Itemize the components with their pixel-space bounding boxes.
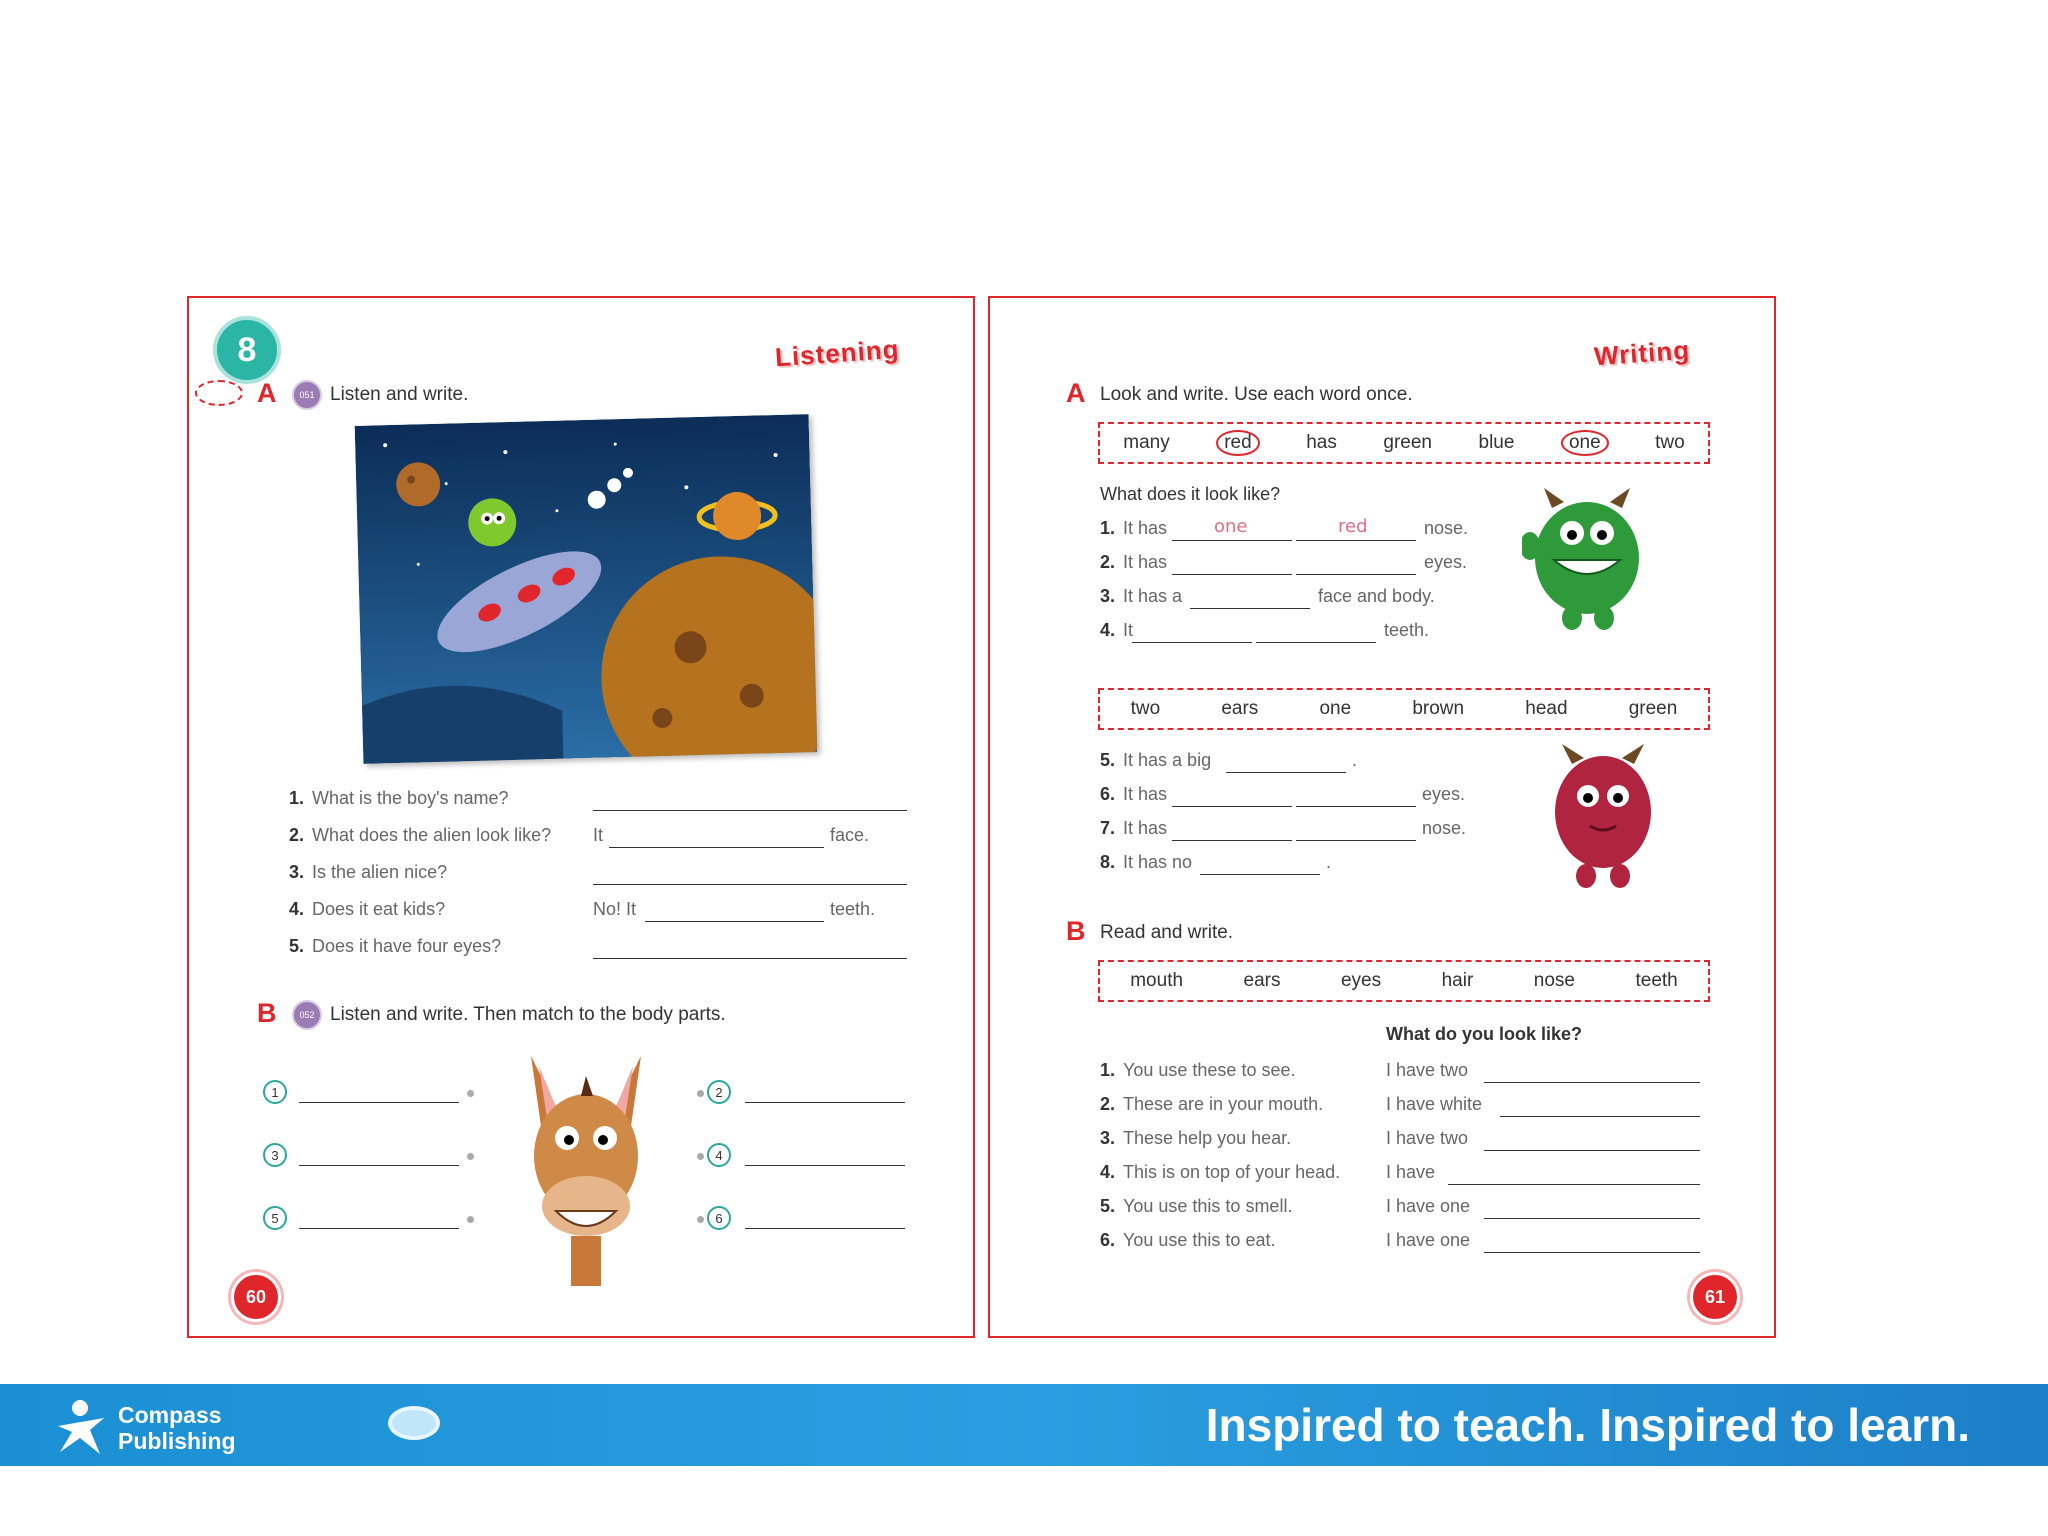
answer-line[interactable]: [1484, 1082, 1700, 1083]
item-row: [1100, 818, 1167, 839]
item-row: [1100, 552, 1167, 573]
question-number: 2.: [289, 825, 305, 845]
number-circle: 3: [263, 1143, 287, 1167]
word-bank-word[interactable]: nose: [1533, 970, 1575, 991]
number-circle: 4: [707, 1143, 731, 1167]
item-clue: These help you hear.: [1123, 1128, 1292, 1148]
section-b-letter: B: [1066, 916, 1086, 946]
compass-logo-icon: [50, 1396, 112, 1458]
question-row: [289, 788, 509, 809]
answer-line[interactable]: [1172, 540, 1292, 541]
answer-line[interactable]: [1190, 608, 1310, 609]
answer-line[interactable]: [645, 921, 824, 922]
page-number-badge: 61: [1690, 1272, 1740, 1322]
audio-track-icon[interactable]: 052: [292, 1000, 322, 1030]
skill-title: Listening: [774, 333, 901, 373]
word-bank-word[interactable]: brown: [1412, 698, 1465, 719]
answer-line[interactable]: [1172, 574, 1292, 575]
answer-prefix: It: [593, 825, 604, 845]
item-end: nose.: [1424, 518, 1469, 538]
answer-prefix: No! It: [593, 899, 637, 919]
item-row: [1100, 1094, 1323, 1115]
item-number: 6.: [1100, 784, 1116, 804]
word-bank-word[interactable]: one: [1319, 698, 1352, 719]
word-bank-word[interactable]: ears: [1243, 970, 1281, 991]
item-row: [1100, 784, 1167, 805]
item-end: .: [1352, 750, 1358, 770]
answer-line[interactable]: [593, 884, 907, 885]
answer-line[interactable]: [1172, 840, 1292, 841]
donkey-illustration: [501, 1036, 671, 1286]
match-dot[interactable]: [697, 1216, 704, 1223]
item-clue: This is on top of your head.: [1123, 1162, 1341, 1182]
question-number: 3.: [289, 862, 305, 882]
unit-badge: [213, 316, 281, 384]
item-clue: You use this to smell.: [1123, 1196, 1293, 1216]
match-dot[interactable]: [467, 1216, 474, 1223]
item-end: eyes.: [1422, 784, 1466, 804]
item-number: 3.: [1100, 586, 1116, 606]
answer-line[interactable]: [299, 1165, 459, 1166]
match-dot[interactable]: [697, 1090, 704, 1097]
answer-line[interactable]: [745, 1228, 905, 1229]
filled-answer: one: [1214, 516, 1248, 537]
answer-line[interactable]: [1484, 1252, 1700, 1253]
word-bank-word[interactable]: blue: [1478, 432, 1515, 453]
answer-suffix: teeth.: [830, 899, 876, 919]
item-number: 4.: [1100, 1162, 1116, 1182]
word-bank-word[interactable]: two: [1130, 698, 1161, 719]
word-bank-word[interactable]: red: [1216, 430, 1259, 456]
item-clue: These are in your mouth.: [1123, 1094, 1324, 1114]
item-start: I have one: [1386, 1230, 1471, 1250]
item-end: face and body.: [1318, 586, 1435, 606]
item-row: [1100, 1162, 1340, 1183]
answer-line[interactable]: [1500, 1116, 1700, 1117]
audio-track-icon[interactable]: 051: [292, 380, 322, 410]
word-bank-word[interactable]: mouth: [1130, 970, 1184, 991]
answer-line[interactable]: [299, 1102, 459, 1103]
answer-line[interactable]: [1226, 772, 1346, 773]
answer-line[interactable]: [593, 810, 907, 811]
section-b-instruction: Listen and write. Then match to the body parts.: [330, 1004, 726, 1025]
number-circle: 6: [707, 1206, 731, 1230]
word-bank-2: [1098, 688, 1710, 730]
section-b-letter: B: [257, 998, 277, 1028]
question-text: What does the alien look like?: [312, 825, 552, 845]
green-monster-illustration: [1522, 488, 1652, 638]
question-row: [289, 862, 447, 883]
item-number: 6.: [1100, 1230, 1116, 1250]
item-start: I have one: [1386, 1196, 1471, 1216]
item-row: [1100, 1196, 1292, 1217]
tagline: Inspired to teach. Inspired to learn.: [1205, 1399, 1970, 1451]
answer-line[interactable]: [745, 1165, 905, 1166]
answer-line[interactable]: [1484, 1150, 1700, 1151]
question-number: 4.: [289, 899, 305, 919]
word-bank-1: [1098, 422, 1710, 464]
footer-banner: [0, 1384, 2048, 1466]
left-page: [187, 296, 975, 1338]
match-dot[interactable]: [467, 1090, 474, 1097]
number-circle: 5: [263, 1206, 287, 1230]
question-text: What is the boy's name?: [312, 788, 509, 808]
word-bank-word[interactable]: two: [1655, 432, 1685, 453]
answer-line[interactable]: [593, 958, 907, 959]
item-clue: You use this to eat.: [1123, 1230, 1276, 1250]
number-circle: 1: [263, 1080, 287, 1104]
item-text: It has: [1123, 552, 1168, 572]
answer-line[interactable]: [1172, 806, 1292, 807]
match-dot[interactable]: [467, 1153, 474, 1160]
section-a-instruction: Look and write. Use each word once.: [1100, 384, 1413, 405]
item-row: [1100, 1128, 1291, 1149]
item-start: I have two: [1386, 1128, 1469, 1148]
item-number: 1.: [1100, 1060, 1116, 1080]
answer-line[interactable]: [609, 847, 824, 848]
word-bank-word[interactable]: green: [1383, 432, 1432, 453]
answer-line[interactable]: [1296, 540, 1416, 541]
word-bank-word[interactable]: one: [1561, 430, 1609, 456]
item-number: 5.: [1100, 750, 1116, 770]
item-start: I have two: [1386, 1060, 1469, 1080]
item-text: It has: [1123, 818, 1168, 838]
item-row: [1100, 586, 1182, 607]
question-text: Does it eat kids?: [312, 899, 446, 919]
question-number: 5.: [289, 936, 305, 956]
answer-line[interactable]: [1448, 1184, 1700, 1185]
question-number: 1.: [289, 788, 305, 808]
oval-decoration-icon: [388, 1406, 440, 1440]
answer-line[interactable]: [1484, 1218, 1700, 1219]
filled-answer: red: [1338, 516, 1368, 537]
word-bank-3: [1098, 960, 1710, 1002]
question-row: [289, 936, 501, 957]
right-page: [988, 296, 1776, 1338]
question-row: [289, 899, 445, 920]
section-b-instruction: Read and write.: [1100, 922, 1234, 943]
word-bank-word[interactable]: green: [1628, 698, 1678, 719]
alien-space-illustration: [355, 414, 818, 764]
item-text: It has: [1123, 518, 1168, 538]
word-bank-word[interactable]: eyes: [1340, 970, 1382, 991]
section-a-instruction: Listen and write.: [330, 384, 469, 405]
item-start: I have white: [1386, 1094, 1483, 1114]
item-text: It has a big: [1123, 750, 1212, 770]
answer-line[interactable]: [1256, 642, 1376, 643]
question-text: Does it have four eyes?: [312, 936, 502, 956]
word-bank-word[interactable]: many: [1123, 432, 1170, 453]
item-text: It has: [1123, 784, 1168, 804]
item-number: 3.: [1100, 1128, 1116, 1148]
item-start: I have: [1386, 1162, 1436, 1182]
item-number: 7.: [1100, 818, 1116, 838]
item-text: It has no: [1123, 852, 1193, 872]
item-number: 4.: [1100, 620, 1116, 640]
item-text: It has a: [1123, 586, 1183, 606]
unit-number: 8: [237, 330, 257, 369]
item-end: eyes.: [1424, 552, 1468, 572]
answer-line[interactable]: [1296, 806, 1416, 807]
item-number: 2.: [1100, 1094, 1116, 1114]
item-end: .: [1326, 852, 1332, 872]
match-dot[interactable]: [697, 1153, 704, 1160]
answer-line[interactable]: [299, 1228, 459, 1229]
section-a-letter: A: [1066, 378, 1086, 408]
item-row: [1100, 852, 1192, 873]
item-row: [1100, 620, 1133, 641]
word-bank-word[interactable]: teeth: [1635, 970, 1678, 991]
item-row: [1100, 1230, 1275, 1251]
question-text: Is the alien nice?: [312, 862, 448, 882]
item-end: nose.: [1422, 818, 1467, 838]
item-number: 5.: [1100, 1196, 1116, 1216]
item-clue: You use these to see.: [1123, 1060, 1296, 1080]
number-circle: 2: [707, 1080, 731, 1104]
section-b-heading: What do you look like?: [1386, 1024, 1583, 1044]
answer-line[interactable]: [1296, 574, 1416, 575]
section-a-heading: What does it look like?: [1100, 484, 1281, 504]
section-a-letter: A: [257, 378, 277, 408]
word-bank-word[interactable]: has: [1306, 432, 1337, 453]
question-row: [289, 825, 551, 846]
word-bank-word[interactable]: hair: [1441, 970, 1474, 991]
word-bank-word[interactable]: ears: [1221, 698, 1259, 719]
item-number: 1.: [1100, 518, 1116, 538]
item-row: [1100, 518, 1167, 539]
item-row: [1100, 1060, 1295, 1081]
answer-line[interactable]: [1296, 840, 1416, 841]
red-monster-illustration: [1544, 744, 1662, 894]
item-row: [1100, 750, 1211, 771]
skill-title: Writing: [1593, 334, 1691, 372]
item-text: It: [1123, 620, 1134, 640]
dashed-swirl-icon: [195, 380, 243, 406]
page-number-badge: 60: [231, 1272, 281, 1322]
word-bank-word[interactable]: head: [1525, 698, 1568, 719]
answer-suffix: face.: [830, 825, 870, 845]
item-number: 2.: [1100, 552, 1116, 572]
brand-name: Compass Publishing: [118, 1402, 236, 1454]
answer-line[interactable]: [1132, 642, 1252, 643]
answer-line[interactable]: [745, 1102, 905, 1103]
item-number: 8.: [1100, 852, 1116, 872]
answer-line[interactable]: [1200, 874, 1320, 875]
item-end: teeth.: [1384, 620, 1430, 640]
